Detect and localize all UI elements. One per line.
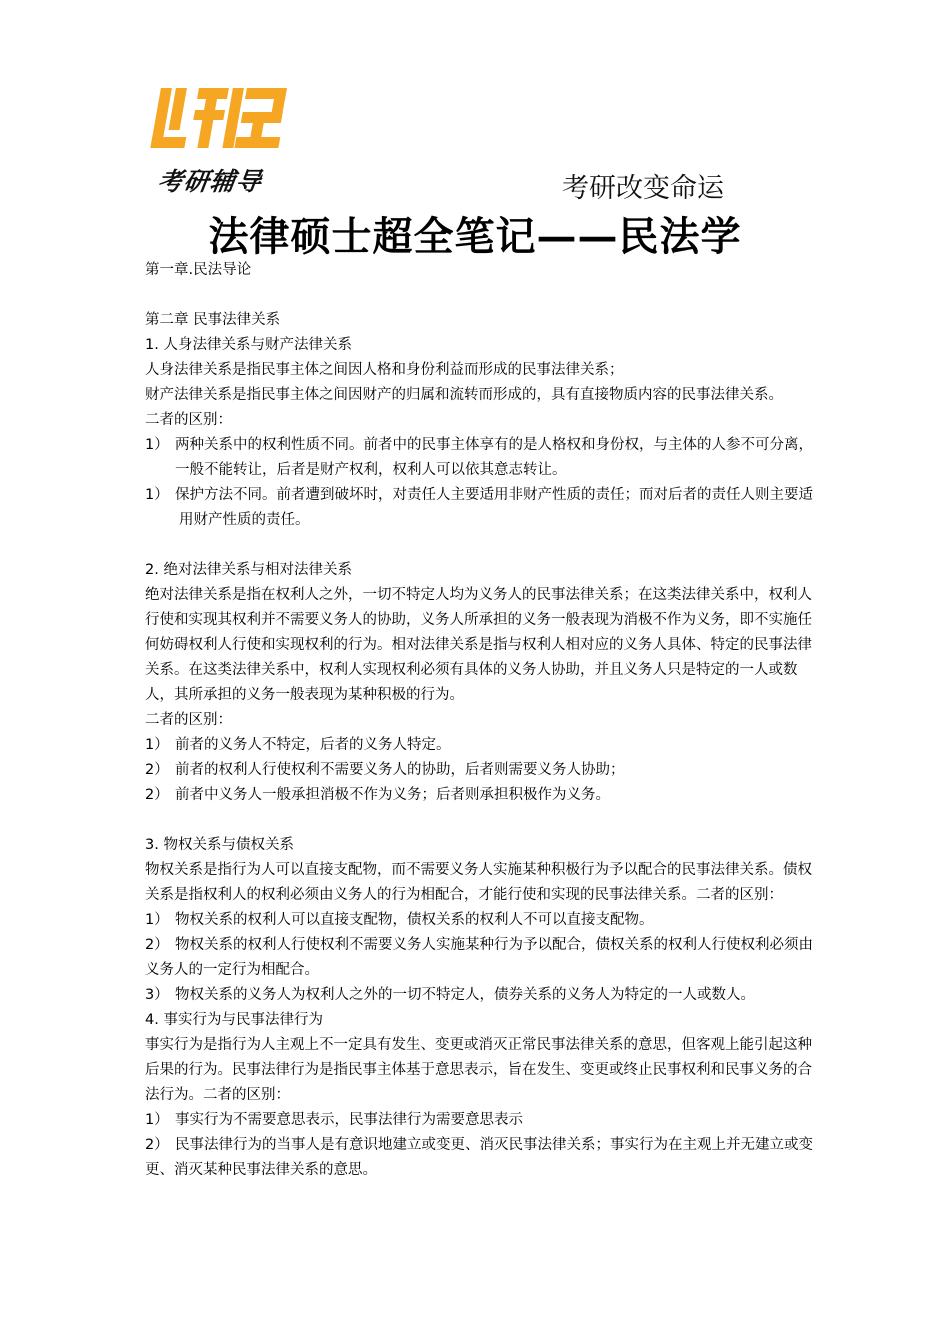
list-item: 1） 保护方法不同。前者遭到破坏时，对责任人主要适用非财产性质的责任；而对后者的责任人则主要适用财产性质的责任。 (145, 487, 813, 528)
logo-mark-icon (150, 82, 300, 160)
list-item: 1） 物权关系的权利人可以直接支配物，债权关系的权利人不可以直接支配物。 (145, 912, 654, 928)
paragraph: 物权关系是指行为人可以直接支配物，而不需要义务人实施某种积极行为予以配合的民事法律关系。债权关系是指权利人的权利必须由义务人的行为相配合，才能行使和实现的民事法律关系。二者的区别： (145, 862, 812, 903)
logo-text: 考研辅导 (155, 167, 264, 196)
chapter2-heading: 第二章 民事法律关系 (145, 312, 281, 328)
diff-label: 二者的区别： (145, 712, 232, 728)
list-item: 2） 民事法律行为的当事人是有意识地建立或变更、消灭民事法律关系；事实行为在主观上并无建立或变更、消灭某种民事法律关系的意思。 (145, 1137, 813, 1178)
list-item: 1） 事实行为不需要意思表示，民事法律行为需要意思表示 (145, 1112, 523, 1128)
paragraph: 绝对法律关系是指在权利人之外，一切不特定人均为义务人的民事法律关系；在这类法律关系中，权利人行使和实现其权利并不需要义务人的协助，义务人所承担的义务一般表现为消极不作为义务，即不实施任何妨碍权利人行使和实现权利的行为。相对法律关系是指与权利人相对应的义务人具体、特定的民事法律关系。在这类法律关系中，权利人实现权利必须有具体的义务人协助，并且义务人只是特定的一人或数人，其所承担的义务一般表现为某种积极的行为。 (145, 587, 812, 703)
list-item: 2） 前者中义务人一般承担消极不作为义务；后者则承担积极作为义务。 (145, 787, 610, 803)
list-item: 2） 物权关系的权利人行使权利不需要义务人实施某种行为予以配合，债权关系的权利人行使权利必须由义务人的一定行为相配合。 (145, 937, 813, 978)
page-title: 法律硕士超全笔记——民法学 (208, 213, 742, 260)
list-item: 3） 物权关系的义务人为权利人之外的一切不特定人，债券关系的义务人为特定的一人或数人。 (145, 987, 755, 1003)
paragraph: 财产法律关系是指民事主体之间因财产的归属和流转而形成的，具有直接物质内容的民事法律关系。 (145, 387, 783, 403)
list-item: 2） 前者的权利人行使权利不需要义务人的协助，后者则需要义务人协助； (145, 762, 625, 778)
logo (150, 82, 300, 197)
section4-heading: 4. 事实行为与民事法律行为 (145, 1012, 323, 1028)
section2-heading: 2. 绝对法律关系与相对法律关系 (145, 562, 352, 578)
list-item: 1） 两种关系中的权利性质不同。前者中的民事主体享有的是人格权和身份权，与主体的人参不可分离，一般不能转让，后者是财产权利，权利人可以依其意志转让。 (145, 437, 813, 478)
slogan: 考研改变命运 (562, 173, 724, 204)
paragraph: 事实行为是指行为人主观上不一定具有发生、变更或消灭正常民事法律关系的意思，但客观上能引起这种后果的行为。民事法律行为是指民事主体基于意思表示，旨在发生、变更或终止民事权利和民事义务的合法行为。二者的区别： (145, 1037, 812, 1103)
list-item: 1） 前者的义务人不特定，后者的义务人特定。 (145, 737, 451, 753)
chapter1-heading: 第一章.民法导论 (145, 262, 252, 278)
section1-heading: 1. 人身法律关系与财产法律关系 (145, 337, 352, 353)
paragraph: 人身法律关系是指民事主体之间因人格和身份利益而形成的民事法律关系； (145, 362, 624, 378)
section3-heading: 3. 物权关系与债权关系 (145, 837, 294, 853)
document-body (145, 258, 825, 1183)
diff-label: 二者的区别： (145, 412, 232, 428)
